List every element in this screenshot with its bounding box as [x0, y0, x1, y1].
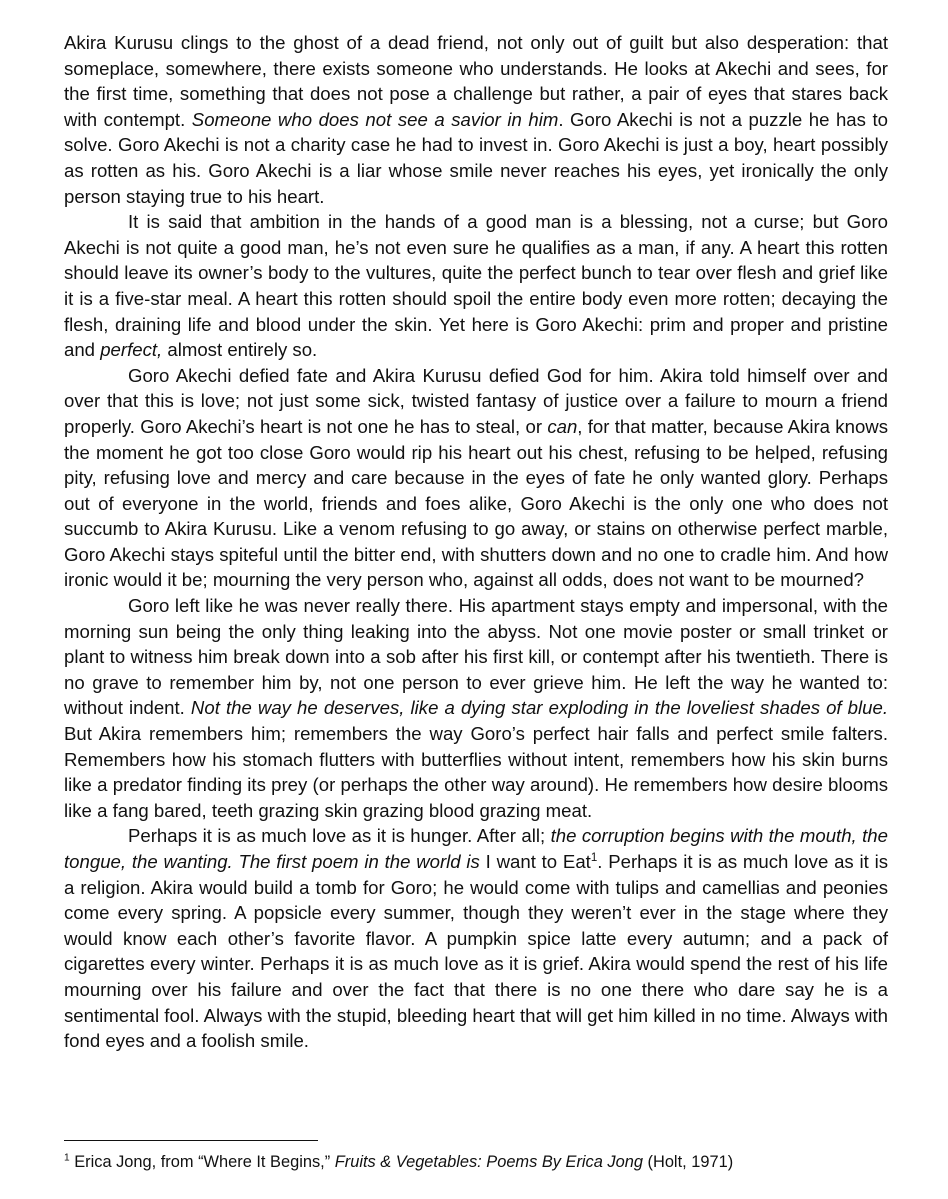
paragraph-3-run-2: can — [547, 415, 578, 437]
paragraph-5-run-2: the corruption begins with the mouth, the tongue, the wanting. The first poem in the world is — [64, 825, 888, 872]
footnote-run-3: (Holt, 1971) — [642, 1153, 734, 1171]
paragraph-5 — [64, 823, 888, 1053]
footnote-book-title: Fruits & Vegetables: Poems By Erica Jong — [334, 1153, 643, 1171]
paragraph-1-run-3: . Goro Akechi is not a puzzle he has to solve. Goro Akechi is not a charity case he had to invest in. Goro Akechi is just a boy, heart possibly as rotten as his. Goro Akechi is a liar whose smile never reaches his eyes, yet ironically the only person staying true to his heart. — [64, 108, 888, 207]
paragraph-1 — [64, 30, 888, 209]
paragraph-3-run-3: , for that matter, because Akira knows the moment he got too close Goro would rip his heart out his chest, refusing to be helped, refusing pity, refusing love and mercy and care because in the eyes of fate he only wanted glory. Perhaps out of everyone in the world, friends and foes alike, Goro Akechi is the only one who does not succumb to Akira Kurusu. Like a venom refusing to go away, or stains on otherwise perfect marble, Goro Akechi stays spiteful until the bitter end, with shutters down and no one to cradle him. And how ironic would it be; mourning the very person who, against all odds, does not want to be mourned? — [64, 415, 889, 591]
footnote-reference[interactable]: 1 — [590, 851, 598, 864]
paragraph-4-run-2: Not the way he deserves, like a dying star exploding in the loveliest shades of blue. — [190, 697, 888, 719]
footnote-run-1: Erica Jong, from “Where It Begins,” — [69, 1153, 335, 1171]
paragraph-2 — [64, 209, 888, 363]
paragraph-1-run-1: Akira Kurusu clings to the ghost of a dead friend, not only out of guilt but also desperation: that someplace, somewhere, there exists someone who understands. He looks at Akechi and sees, for the first time, something that does not pose a challenge but rather, a pair of eyes that stares back with contempt. — [64, 32, 888, 130]
paragraph-4-run-3: But Akira remembers him; remembers the way Goro’s perfect hair falls and perfect smile falters. Remembers how his stomach flutters with butterflies without intent, remembers how his skin burns like a predator finding its prey (or perhaps the other way around). He remembers how desire blooms like a fang bared, teeth grazing skin grazing blood grazing meat. — [64, 723, 888, 821]
footnote-separator — [64, 1140, 318, 1141]
paragraph-5-run-3: I want to Eat — [479, 851, 591, 872]
paragraph-2-run-2: perfect, — [100, 339, 163, 361]
paragraph-3-run-1: Goro Akechi defied fate and Akira Kurusu defied God for him. Akira told himself over and over that this is love; not just some sick, twisted fantasy of justice over a failure to mourn a friend properly. Goro Akechi’s heart is not one he has to steal, or — [64, 364, 888, 437]
paragraph-4 — [64, 593, 888, 823]
document-body — [64, 30, 888, 1054]
paragraph-2-run-1: It is said that ambition in the hands of a good man is a blessing, not a curse; but Goro Akechi is not quite a good man, he’s not even sure he qualifies as a man, if any. A heart this rotten should leave its owner’s body to the vultures, quite the perfect bunch to tear over flesh and grief like it is a five-star meal. A heart this rotten should spoil the entire body even more rotten; decaying the flesh, draining life and blood under the skin. Yet here is Goro Akechi: prim and proper and pristine and — [64, 211, 888, 361]
paragraph-2-run-3: almost entirely so. — [162, 339, 318, 361]
footnote — [64, 1151, 888, 1173]
paragraph-5-run-1: Perhaps it is as much love as it is hunger. After all; — [128, 825, 551, 847]
footnote-marker: 1 — [64, 1152, 70, 1164]
paragraph-1-run-2: Someone who does not see a savior in him — [191, 108, 559, 130]
paragraph-5-run-5: . Perhaps it is as much love as it is a religion. Akira would build a tomb for Goro; he would come with tulips and camellias and peonies come every spring. A popsicle every summer, though they weren’t ever in the stage where they would know each other’s favorite flavor. A pumpkin spice latte every autumn; and a pack of cigarettes every winter. Perhaps it is as much love as it is grief. Akira would spend the rest of his life mourning over his failure and over the fact that there is no one there who dare say he is a sentimental fool. Always with the stupid, bleeding heart that will get him killed in no time. Always with fond eyes and a foolish smile. — [64, 851, 888, 1052]
paragraph-4-run-1: Goro left like he was never really there. His apartment stays empty and impersonal, with the morning sun being the only thing leaking into the abyss. Not one movie poster or small trinket or plant to witness him break down into a sob after his first kill, or contempt after his twentieth. There is no grave to remember him by, not one person to ever grieve him. He left the way he wanted to: without indent. — [64, 595, 888, 719]
paragraph-3 — [64, 363, 888, 593]
